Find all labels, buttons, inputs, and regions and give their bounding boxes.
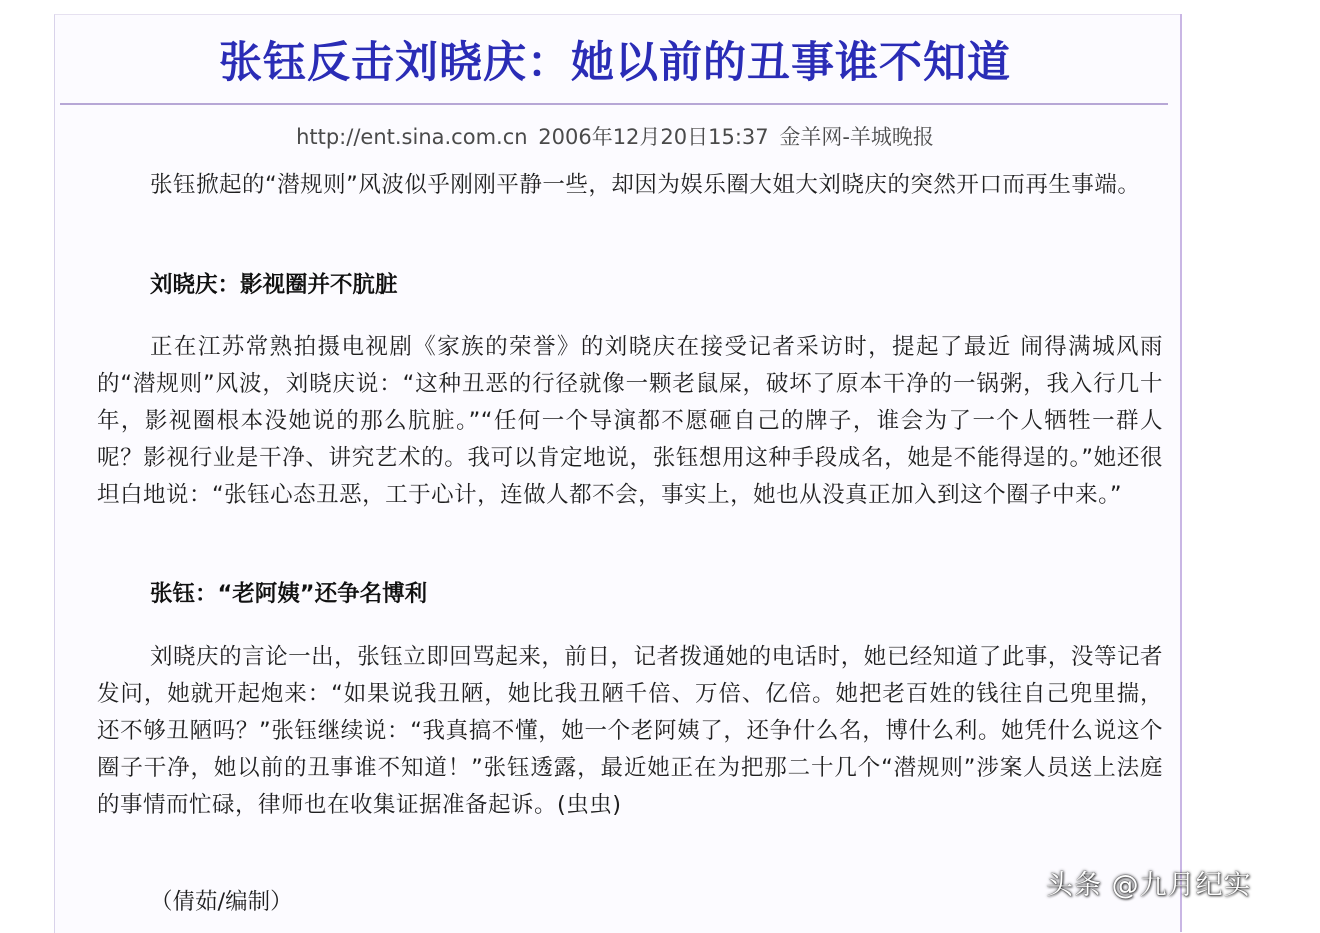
section1-heading: 刘晓庆：影视圈并不肮脏 <box>150 272 398 298</box>
right-margin <box>1182 14 1320 932</box>
editor-byline: （倩茹/编制） <box>150 889 293 915</box>
source-outlet: 金羊网-羊城晚报 <box>779 125 934 149</box>
article-headline: 张钰反击刘晓庆：她以前的丑事谁不知道 <box>219 38 1011 88</box>
publish-datetime: 2006年12月20日15:37 <box>538 125 769 149</box>
article-source-line <box>60 122 1170 152</box>
section1-paragraph: 正在江苏常熟拍摄电视剧《家族的荣誉》的刘晓庆在接受记者采访时，提起了最近 闹得满城风雨的“潜规则”风波，刘晓庆说：“这种丑恶的行径就像一颗老鼠屎，破坏了原本干净的一锅粥，我入行几十年，影视圈根本没她说的那么肮脏。”“任何一个导演都不愿砸自己的牌子，谁会为了一个人牺牲一群人呢？影视行业是干净、讲究艺术的。我可以肯定地说，张钰想用这种手段成名，她是不能得逞的。”她还很坦白地说：“张钰心态丑恶，工于心计，连做人都不会，事实上，她也从没真正加入到这个圈子中来。” <box>97 334 1163 508</box>
headline-divider <box>60 103 1168 105</box>
section2-heading: 张钰：“老阿姨”还争名博利 <box>150 581 428 607</box>
section2-paragraph: 刘晓庆的言论一出，张钰立即回骂起来，前日，记者拨通她的电话时，她已经知道了此事，没等记者发问，她就开起炮来：“如果说我丑陋，她比我丑陋千倍、万倍、亿倍。她把老百姓的钱往自己兜里揣，还不够丑陋吗？”张钰继续说：“我真搞不懂，她一个老阿姨了，还争什么名，博什么利。她凭什么说这个圈子干净，她以前的丑事谁不知道！”张钰透露，最近她正在为把那二十几个“潜规则”涉案人员送上法庭的事情而忙碌，律师也在收集证据准备起诉。(虫虫) <box>97 644 1163 818</box>
platform-watermark: 头条 @九月纪实 <box>1046 870 1252 901</box>
intro-paragraph: 张钰掀起的“潜规则”风波似乎刚刚平静一些，却因为娱乐圈大姐大刘晓庆的突然开口而再生事端。 <box>150 172 1141 198</box>
source-url[interactable]: http://ent.sina.com.cn <box>296 125 528 149</box>
